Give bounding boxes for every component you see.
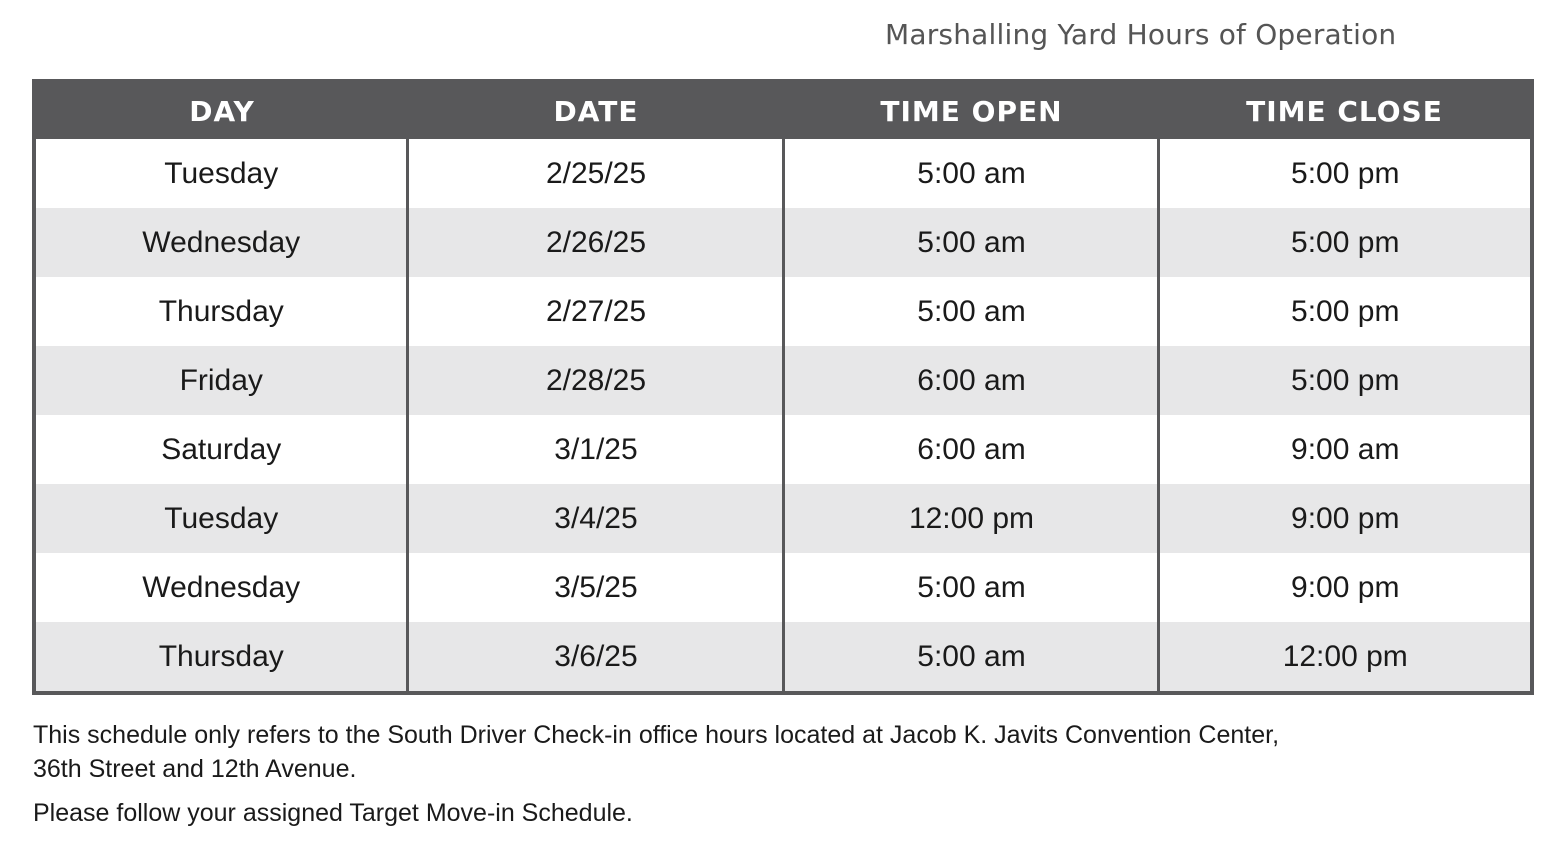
time-close-cell: 5:00 pm <box>1159 208 1532 277</box>
time-open-cell: 5:00 am <box>784 208 1159 277</box>
scope-note-line2: 36th Street and 12th Avenue. <box>33 755 357 783</box>
scope-note-line1: This schedule only refers to the South Driver Check-in office hours located at Jacob K. Javits Convention Center, <box>33 721 1280 749</box>
instruction-note: Please follow your assigned Target Move-in Schedule. <box>33 799 633 827</box>
day-cell: Wednesday <box>34 553 408 622</box>
day-cell: Wednesday <box>34 208 408 277</box>
time-close-cell: 5:00 pm <box>1159 139 1532 208</box>
time-close-cell: 5:00 pm <box>1159 277 1532 346</box>
time-open-cell: 5:00 am <box>784 139 1159 208</box>
date-cell: 3/1/25 <box>408 415 784 484</box>
time-close-cell: 5:00 pm <box>1159 346 1532 415</box>
header-row <box>34 81 1532 139</box>
day-cell: Tuesday <box>34 139 408 208</box>
day-cell: Thursday <box>34 622 408 693</box>
table-row <box>34 484 1532 553</box>
day-cell: Friday <box>34 346 408 415</box>
time-close-cell: 9:00 pm <box>1159 484 1532 553</box>
time-open-cell: 12:00 pm <box>784 484 1159 553</box>
date-cell: 3/6/25 <box>408 622 784 693</box>
table-row <box>34 208 1532 277</box>
table-row <box>34 622 1532 693</box>
date-cell: 2/26/25 <box>408 208 784 277</box>
date-cell: 2/27/25 <box>408 277 784 346</box>
time-close-cell: 9:00 pm <box>1159 553 1532 622</box>
time-close-cell: 12:00 pm <box>1159 622 1532 693</box>
page-title: Marshalling Yard Hours of Operation <box>885 18 1397 51</box>
date-cell: 2/25/25 <box>408 139 784 208</box>
time-open-cell: 5:00 am <box>784 277 1159 346</box>
column-header-time-open: TIME OPEN <box>784 81 1159 139</box>
scope-note <box>33 718 1473 786</box>
day-cell: Thursday <box>34 277 408 346</box>
column-header-time-close: TIME CLOSE <box>1159 81 1532 139</box>
table-row <box>34 139 1532 208</box>
table-row <box>34 346 1532 415</box>
time-open-cell: 5:00 am <box>784 553 1159 622</box>
date-cell: 3/5/25 <box>408 553 784 622</box>
table-row <box>34 277 1532 346</box>
column-header-date: DATE <box>408 81 784 139</box>
date-cell: 3/4/25 <box>408 484 784 553</box>
time-open-cell: 6:00 am <box>784 346 1159 415</box>
hours-table <box>32 79 1534 695</box>
table-body <box>34 139 1532 693</box>
time-open-cell: 5:00 am <box>784 622 1159 693</box>
table-row <box>34 415 1532 484</box>
day-cell: Saturday <box>34 415 408 484</box>
table-header <box>34 81 1532 139</box>
table-row <box>34 553 1532 622</box>
column-header-day: DAY <box>34 81 408 139</box>
time-open-cell: 6:00 am <box>784 415 1159 484</box>
time-close-cell: 9:00 am <box>1159 415 1532 484</box>
day-cell: Tuesday <box>34 484 408 553</box>
date-cell: 2/28/25 <box>408 346 784 415</box>
